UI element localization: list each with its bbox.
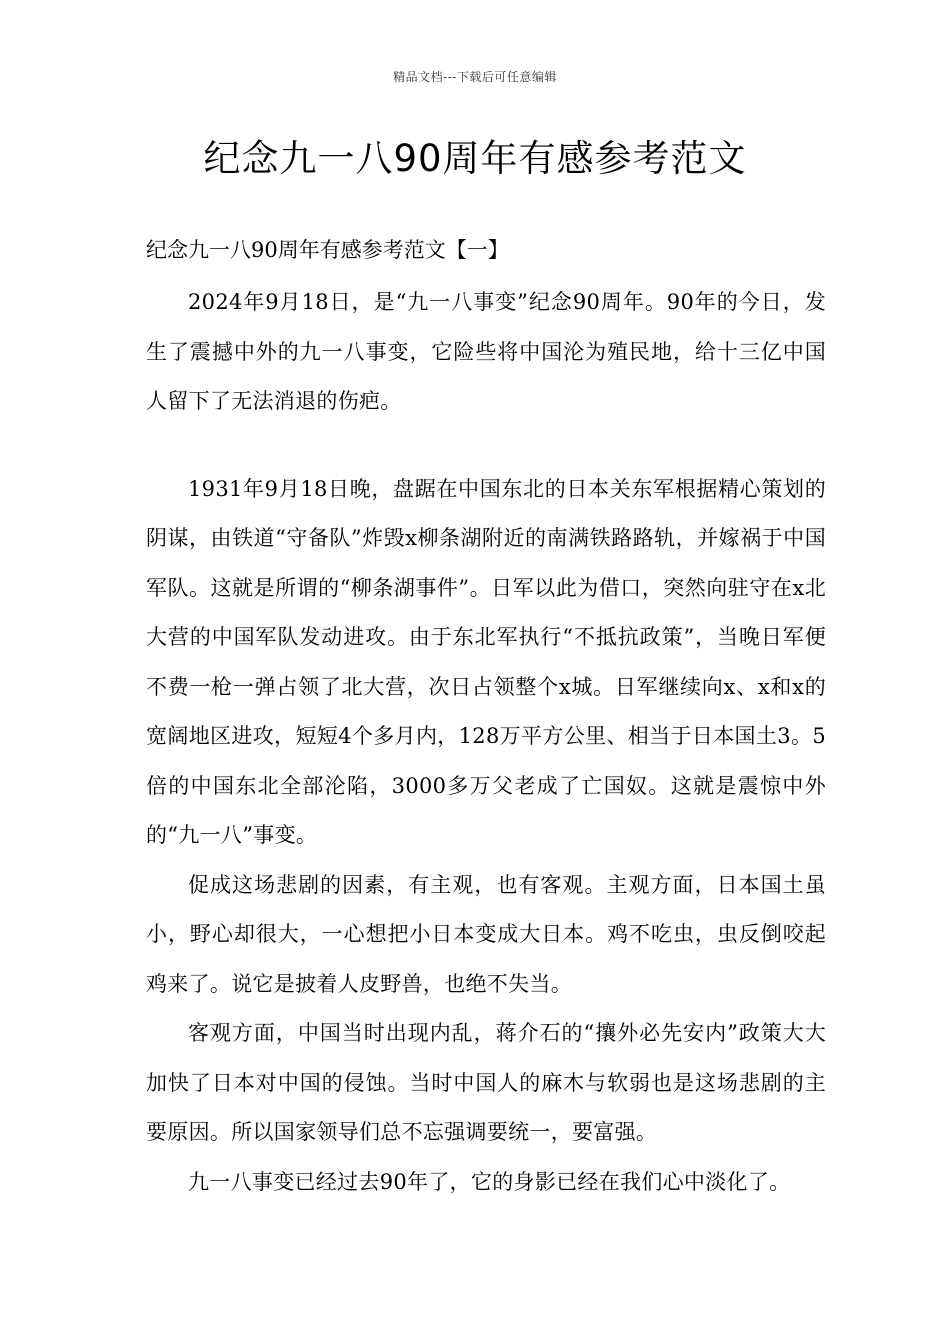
document-body xyxy=(146,232,826,1207)
paragraph: 九一八事变已经过去90年了，它的身影已经在我们心中淡化了。 xyxy=(188,1169,791,1194)
section-heading: 纪念九一八90周年有感参考范文【一】 xyxy=(146,238,509,262)
paragraph: 2024年9月18日，是“九一八事变”纪念90周年。90年的今日，发生了震撼中外的九一八事变，它险些将中国沦为殖民地，给十三亿中国人留下了无法消退的伤疤。 xyxy=(146,290,826,413)
paragraph: 1931年9月18日晚，盘踞在中国东北的日本关东军根据精心策划的阴谋，由铁道“守备队”炸毁x柳条湖附近的南满铁路路轨，并嫁祸于中国军队。这就是所谓的“柳条湖事件”。日军以此为借口，突然向驻守在x北大营的中国军队发动进攻。由于东北军执行“不抵抗政策”，当晚日军便不费一枪一弹占领了北大营，次日占领整个x城。日军继续向x、x和x的宽阔地区进攻，短短4个多月内，128万平方公里、相当于日本国土3。5倍的中国东北全部沦陷，3000多万父老成了亡国奴。这就是震惊中外的“九一八”事变。 xyxy=(146,476,826,847)
document-title: 纪念九一八90周年有感参考范文 xyxy=(203,137,747,180)
paragraph: 促成这场悲剧的因素，有主观，也有客观。主观方面，日本国土虽小，野心却很大，一心想把小日本变成大日本。鸡不吃虫，虫反倒咬起鸡来了。说它是披着人皮野兽，也绝不失当。 xyxy=(146,872,826,996)
paragraph: 客观方面，中国当时出现内乱，蒋介石的“攘外必先安内”政策大大加快了日本对中国的侵蚀。当时中国人的麻木与软弱也是这场悲剧的主要原因。所以国家领导们总不忘强调要统一，要富强。 xyxy=(146,1021,826,1144)
header-note: 精品文档---下载后可任意编辑 xyxy=(393,70,557,84)
